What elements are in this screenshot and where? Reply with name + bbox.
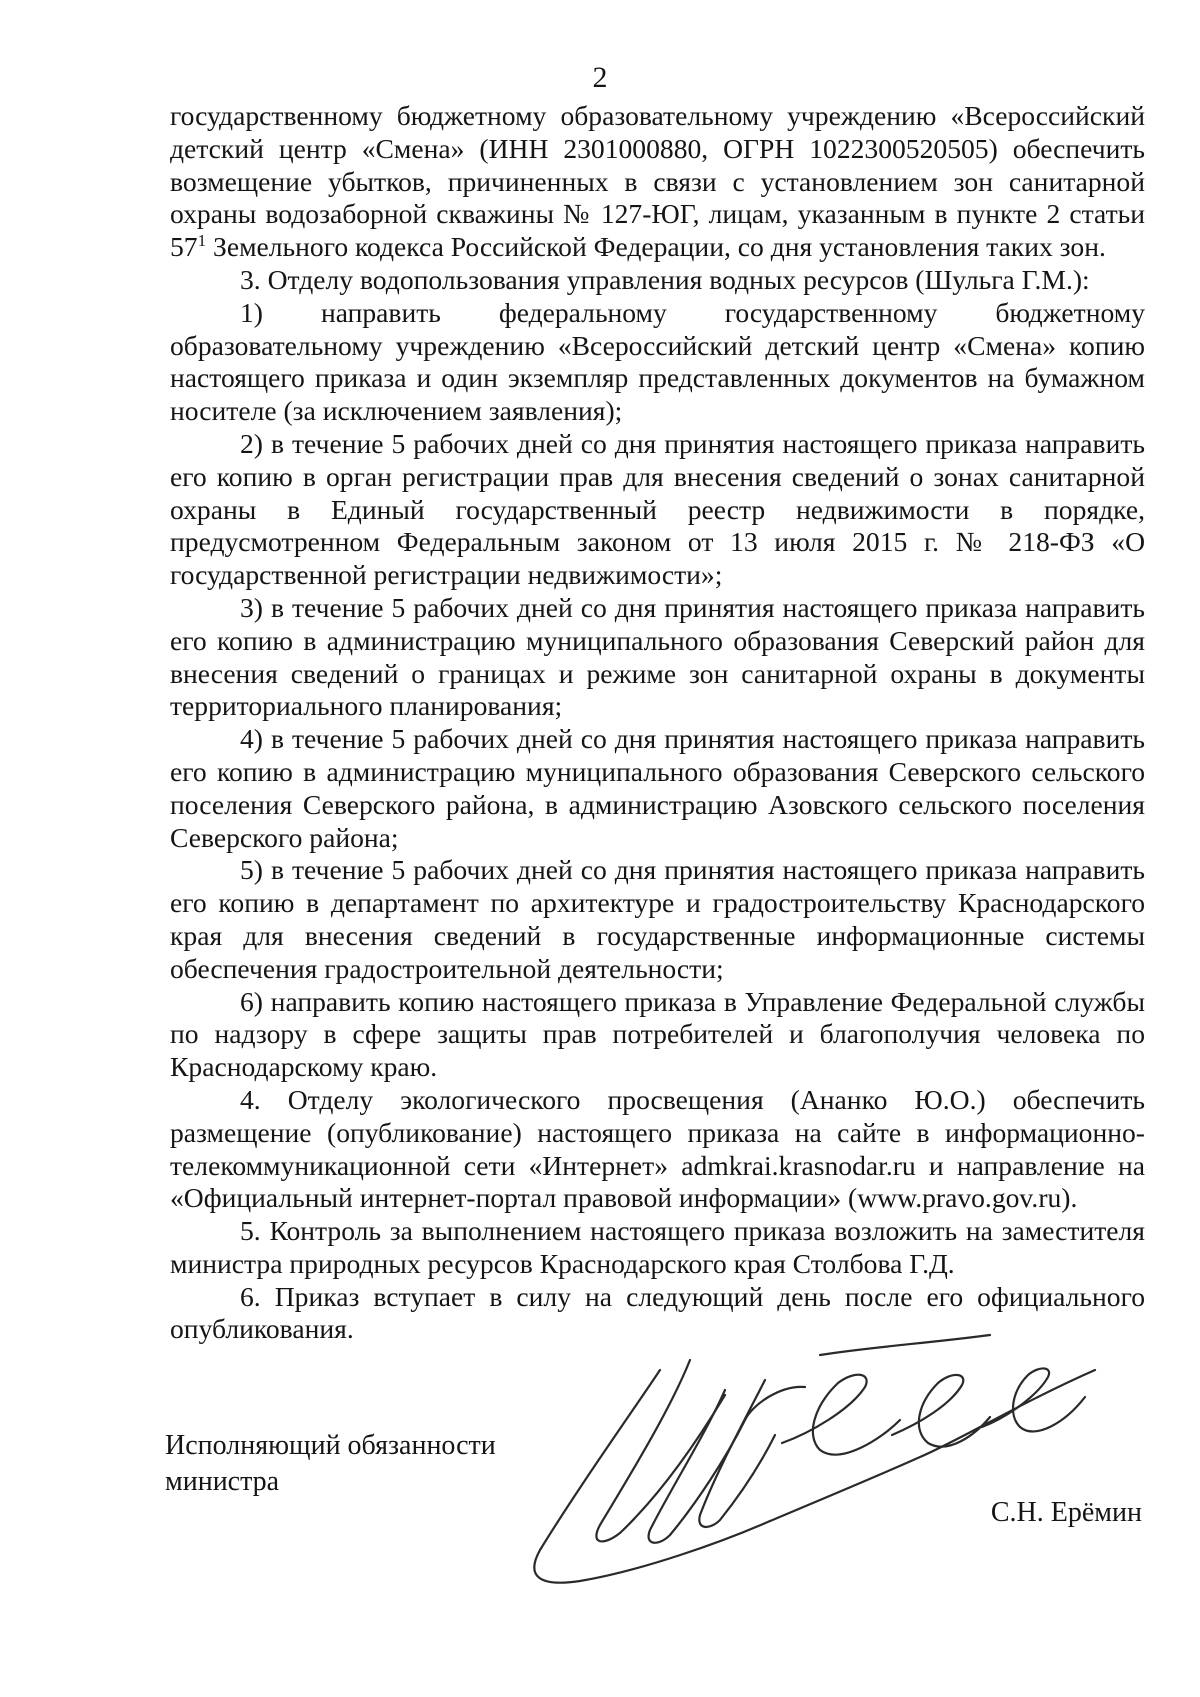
signatory-name: С.Н. Ерёмин — [990, 1497, 1142, 1528]
signature-stroke-4 — [699, 1380, 775, 1527]
signature-stroke-2 — [596, 1360, 725, 1541]
signatory-position — [165, 1428, 496, 1500]
superscript: 1 — [197, 231, 207, 250]
document-body — [170, 100, 1145, 1346]
paragraph-compensation — [170, 100, 1145, 264]
page-number: 2 — [592, 61, 608, 94]
paragraph-subitem-1: 1) направить федеральному государственному бюджетному образовательному учреждению «Всероссийский детский центр «Смена» копию настоящего приказа и один экземпляр представленных документов на бумажном носителе (за исключением заявления); — [170, 296, 1145, 427]
signature-stroke-top — [820, 1335, 990, 1355]
paragraph-item-5: 5. Контроль за выполнением настоящего приказа возложить на заместителя министра природных ресурсов Краснодарского края Столбова Г.Д. — [170, 1215, 1145, 1279]
signatory-title-line: министра — [165, 1466, 280, 1497]
signatory-title-line: Исполняющий обязанности — [165, 1430, 496, 1461]
paragraph-text: государственному бюджетному образовательному учреждению «Всероссийский детский центр «Смена» (ИНН 2301000880, ОГРН 1022300520505) обеспечить возмещение убытков, причиненных в связи с установлением зон санитарной охраны водозаборной скважины № 127-ЮГ, лицам, указанным в пункте 2 статьи 57 — [170, 100, 1145, 263]
signature-stroke-main-loop — [534, 1370, 770, 1583]
paragraph-subitem-2: 2) в течение 5 рабочих дней со дня принятия настоящего приказа направить его копию в орган регистрации прав для внесения сведений о зонах санитарной охраны в Единый государственный реестр недвижимости в порядке, предусмотренном Федеральным законом от 13 июля 2015 г. № 218-ФЗ «О государственной регистрации недвижимости»; — [170, 427, 1145, 591]
paragraph-subitem-3: 3) в течение 5 рабочих дней со дня принятия настоящего приказа направить его копию в администрацию муниципального образования Северский район для внесения сведений о границах и режиме зон санитарной охраны в документы территориального планирования; — [170, 591, 1145, 722]
handwritten-signature — [520, 1325, 1100, 1595]
paragraph-subitem-5: 5) в течение 5 рабочих дней со дня принятия настоящего приказа направить его копию в департамент по архитектуре и градостроительству Краснодарского края для внесения сведений в государственные информационные системы обеспечения градостроительной деятельности; — [170, 854, 1145, 984]
paragraph-item-6: 6. Приказ вступает в силу на следующий день после его официального опубликования. — [170, 1280, 1145, 1345]
signature-stroke-3 — [649, 1387, 805, 1543]
paragraph-item-4: 4. Отделу экологического просвещения (Ананко Ю.О.) обеспечить размещение (опубликование) настоящего приказа на сайте в информационно-телекоммуникационной сети «Интернет» admkrai.krasnodar.ru и направление на «Официальный интернет-портал правовой информации» (www.pravo.gov.ru). — [170, 1083, 1145, 1214]
paragraph-item-3: 3. Отделу водопользования управления водных ресурсов (Шульга Г.М.): — [240, 263, 1090, 295]
paragraph-subitem-4: 4) в течение 5 рабочих дней со дня принятия настоящего приказа направить его копию в администрацию муниципального образования Северского сельского поселения Северского района, в администрацию Азовского сельского поселения Северского района; — [170, 723, 1145, 853]
signature-stroke-e2 — [892, 1375, 990, 1447]
paragraph-subitem-6: 6) направить копию настоящего приказа в Управление Федеральной службы по надзору в сфере защиты прав потребителей и благополучия человека по Краснодарскому краю. — [170, 985, 1145, 1083]
paragraph-text: Земельного кодекса Российской Федерации, со дня установления таких зон. — [206, 231, 1106, 263]
